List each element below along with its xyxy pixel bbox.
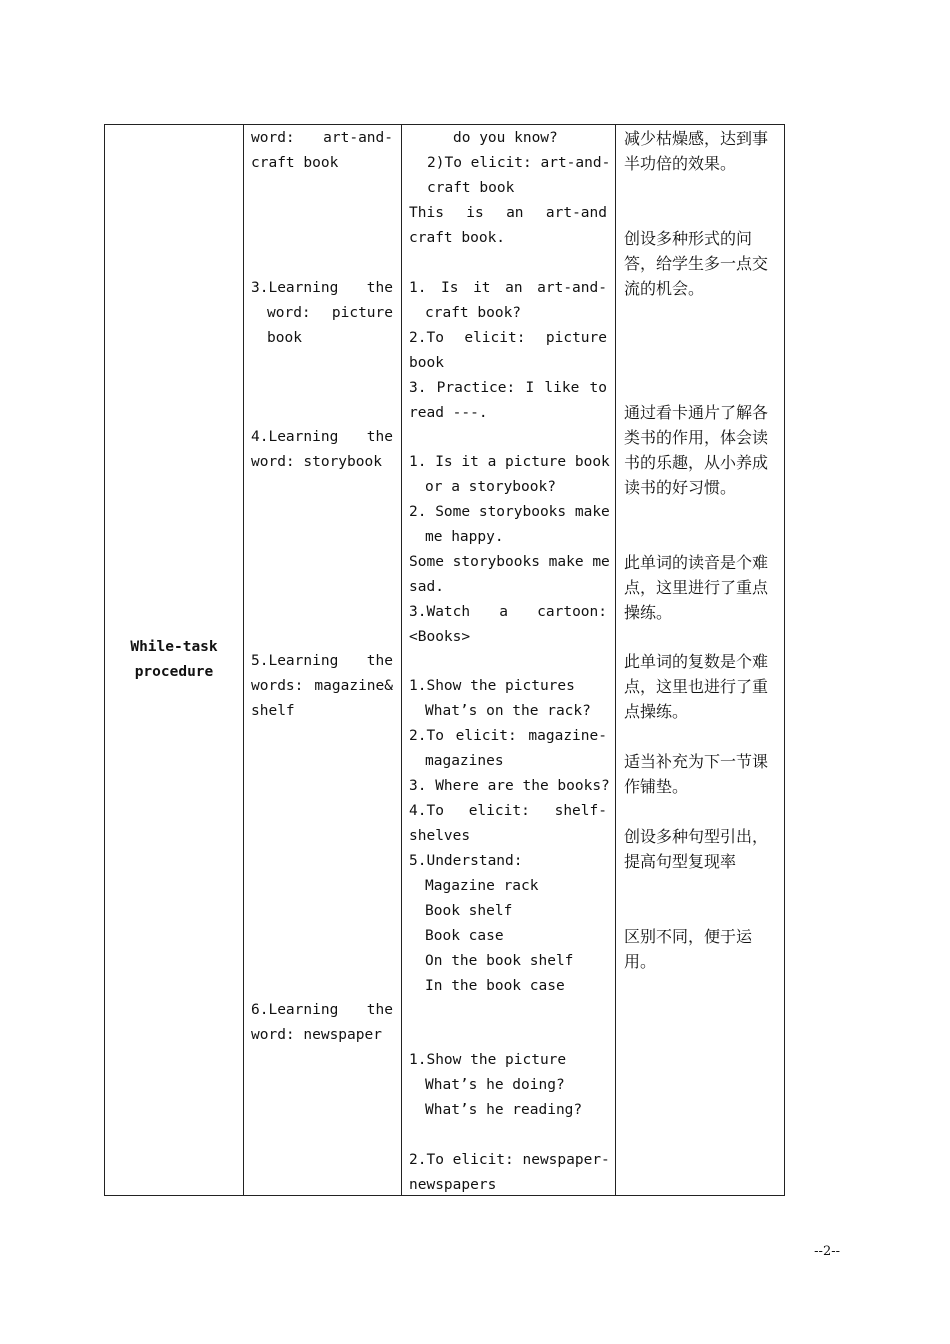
step-line: 4.Learning the <box>251 429 393 445</box>
purpose-line: 点，这里也进行了重 <box>624 677 769 696</box>
activity-line: 5.Understand: <box>409 853 523 869</box>
stage-label-line1: While-task <box>130 639 218 655</box>
purpose-line: 减少枯燥感，达到事 <box>624 129 769 148</box>
step-line: words: magazine& <box>251 678 393 694</box>
purpose-line: 用。 <box>624 952 657 971</box>
activity-line: 3. Practice: I like to <box>409 380 607 396</box>
stage-cell <box>105 125 243 1195</box>
step-line: word: art-and- <box>251 130 393 146</box>
purpose-line: 点操练。 <box>624 702 689 721</box>
activities-cell <box>401 125 615 1195</box>
activity-line: 2.To elicit: newspaper- <box>409 1152 610 1168</box>
activity-line: In the book case <box>425 978 565 994</box>
activity-line: 2.To elicit: picture <box>409 330 607 346</box>
stage-label <box>130 635 217 685</box>
activity-line: or a storybook? <box>425 479 556 495</box>
activity-line: What’s he reading? <box>425 1102 583 1118</box>
activity-line: On the book shelf <box>425 953 574 969</box>
purpose-line: 半功倍的效果。 <box>624 154 737 173</box>
step-line: book <box>267 330 302 346</box>
step-line: word: picture <box>267 305 393 321</box>
steps-cell <box>243 125 401 1195</box>
activity-line: Book case <box>425 928 504 944</box>
activity-line: 2)To elicit: art-and- <box>427 155 611 171</box>
activity-line: What’s he doing? <box>425 1077 565 1093</box>
purpose-line: 类书的作用，体会读 <box>624 428 769 447</box>
activity-line: Some storybooks make me <box>409 554 610 570</box>
activity-line: newspapers <box>409 1177 497 1193</box>
activity-line: Magazine rack <box>425 878 539 894</box>
activity-line: sad. <box>409 579 444 595</box>
activity-line: 3.Watch a cartoon: <box>409 604 607 620</box>
purpose-line: 书的乐趣，从小养成 <box>624 453 769 472</box>
activity-line: magazines <box>425 753 504 769</box>
activity-line: craft book <box>427 180 515 196</box>
purpose-line: 创设多种句型引出， <box>624 827 769 846</box>
activity-line: What’s on the rack? <box>425 703 591 719</box>
purpose-line: 区别不同，便于运 <box>624 927 753 946</box>
step-line: 6.Learning the <box>251 1002 393 1018</box>
purpose-line: 答，给学生多一点交 <box>624 254 769 273</box>
activity-line: 1.Show the pictures <box>409 678 575 694</box>
page-number: --2-- <box>814 1244 840 1259</box>
activity-line: 2.To elicit: magazine- <box>409 728 607 744</box>
activity-line: 1. Is it a picture book <box>409 454 610 470</box>
activity-line: me happy. <box>425 529 504 545</box>
step-line: craft book <box>251 155 339 171</box>
step-line: 5.Learning the <box>251 653 393 669</box>
activity-line: book <box>409 355 444 371</box>
purpose-line: 流的机会。 <box>624 279 705 298</box>
activity-line: 3. Where are the books? <box>409 778 610 794</box>
activity-line: shelves <box>409 828 471 844</box>
activity-line: Book shelf <box>425 903 513 919</box>
step-line: shelf <box>251 703 295 719</box>
activity-line: craft book. <box>409 230 506 246</box>
purpose-line: 此单词的复数是个难 <box>624 652 769 671</box>
purpose-line: 通过看卡通片了解各 <box>624 403 769 422</box>
purpose-line: 提高句型复现率 <box>624 852 737 871</box>
activity-line: <Books> <box>409 629 471 645</box>
activity-line: 1. Is it an art-and- <box>409 280 607 296</box>
purpose-cell <box>615 125 784 1195</box>
activity-line: 2. Some storybooks make <box>409 504 610 520</box>
activity-line: read ---. <box>409 405 488 421</box>
step-line: 3.Learning the <box>251 280 393 296</box>
purpose-line: 创设多种形式的问 <box>624 229 753 248</box>
activity-line: 1.Show the picture <box>409 1052 567 1068</box>
purpose-line: 作铺垫。 <box>624 777 689 796</box>
step-line: word: storybook <box>251 454 382 470</box>
activity-line: This is an art-and <box>409 205 607 221</box>
purpose-line: 读书的好习惯。 <box>624 478 737 497</box>
activity-line: 4.To elicit: shelf- <box>409 803 607 819</box>
activity-line: do you know? <box>453 130 558 146</box>
purpose-line: 操练。 <box>624 603 673 622</box>
purpose-line: 适当补充为下一节课 <box>624 752 769 771</box>
purpose-line: 此单词的读音是个难 <box>624 553 769 572</box>
stage-label-line2: procedure <box>134 664 214 680</box>
activity-line: craft book? <box>425 305 522 321</box>
lesson-plan-table <box>104 124 785 1196</box>
step-line: word: newspaper <box>251 1027 382 1043</box>
purpose-line: 点，这里进行了重点 <box>624 578 769 597</box>
